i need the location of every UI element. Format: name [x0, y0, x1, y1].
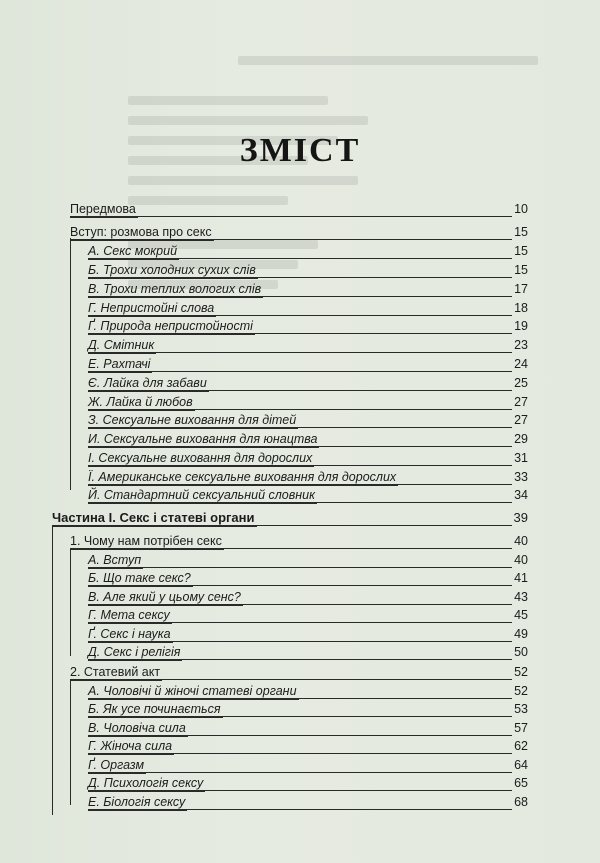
toc-entry-title: Д. Смітник: [88, 338, 155, 352]
toc-chapter[interactable]: [0, 533, 600, 551]
toc-leader-line: [88, 659, 512, 660]
toc-leader-line: [88, 604, 512, 605]
toc-subentry[interactable]: [0, 450, 600, 468]
toc-page-number: 15: [514, 263, 528, 277]
toc-leader-line: [70, 548, 512, 549]
toc-entry-title: Г. Непристойні слова: [88, 301, 215, 315]
toc-subentry[interactable]: [0, 394, 600, 412]
toc-entry-title: А. Секс мокрий: [88, 244, 178, 258]
toc-subentry[interactable]: [0, 469, 600, 487]
toc-entry-title: И. Сексуальне виховання для юнацтва: [88, 432, 318, 446]
toc-entry-title: Вступ: розмова про секс: [70, 225, 212, 239]
toc-page-number: 27: [514, 395, 528, 409]
toc-entry-title: Е. Біологія сексу: [88, 795, 186, 809]
toc-page-number: 15: [514, 244, 528, 258]
toc-page-number: 68: [514, 795, 528, 809]
toc-subentry[interactable]: [0, 757, 600, 775]
toc-entry-title: Г. Жіноча сила: [88, 739, 173, 753]
toc-entry-title: 2. Статевий акт: [70, 665, 161, 679]
toc-entry-title: Д. Секс і релігія: [88, 645, 181, 659]
toc-subentry[interactable]: [0, 337, 600, 355]
toc-page-number: 29: [514, 432, 528, 446]
toc-subentry[interactable]: [0, 412, 600, 430]
toc-page-number: 23: [514, 338, 528, 352]
toc-leader-line: [88, 585, 512, 586]
toc-entry-title: Б. Як усе починається: [88, 702, 221, 716]
toc-subentry[interactable]: [0, 738, 600, 756]
toc-entry-title: Ж. Лайка й любов: [88, 395, 193, 409]
toc-leader-line: [88, 753, 512, 754]
toc-subentry[interactable]: [0, 262, 600, 280]
toc-leader-line: [88, 465, 512, 466]
toc-leader-line: [88, 809, 512, 810]
toc-subentry[interactable]: [0, 607, 600, 625]
toc-entry-title: З. Сексуальне виховання для дітей: [88, 413, 297, 427]
toc-entry-title: Ґ. Природа непристойності: [88, 319, 253, 333]
toc-page-number: 52: [514, 665, 528, 679]
toc-entry-title: Ґ. Секс і наука: [88, 627, 171, 641]
toc-subentry[interactable]: [0, 552, 600, 570]
toc-subentry[interactable]: [0, 375, 600, 393]
toc-entry-title: 1. Чому нам потрібен секс: [70, 534, 222, 548]
toc-subentry[interactable]: [0, 644, 600, 662]
toc-page-number: 45: [514, 608, 528, 622]
toc-page-number: 18: [514, 301, 528, 315]
toc-leader-line: [88, 735, 512, 736]
toc-leader-line: [88, 641, 512, 642]
toc-leader-line: [88, 427, 512, 428]
toc-leader-line: [88, 716, 512, 717]
toc-page-number: 25: [514, 376, 528, 390]
toc-subentry[interactable]: [0, 626, 600, 644]
toc-page-number: 10: [514, 202, 528, 216]
toc-leader-line: [88, 502, 512, 503]
toc-subentry[interactable]: [0, 431, 600, 449]
toc-leader-line: [88, 258, 512, 259]
toc-subentry[interactable]: [0, 683, 600, 701]
toc-entry-title: І. Сексуальне виховання для дорослих: [88, 451, 313, 465]
toc-page-number: 27: [514, 413, 528, 427]
toc-entry-title: А. Чоловічі й жіночі статеві органи: [88, 684, 297, 698]
toc-page-number: 41: [514, 571, 528, 585]
toc-leader-line: [88, 409, 512, 410]
toc-leader-line: [88, 315, 512, 316]
page-title: ЗМІСТ: [239, 132, 361, 169]
toc-leader-line: [70, 216, 512, 217]
toc-entry-title: Е. Рахтачі: [88, 357, 151, 371]
toc-leader-line: [88, 333, 512, 334]
toc-page-number: 50: [514, 645, 528, 659]
toc-leader-line: [88, 390, 512, 391]
toc-leader-line: [88, 790, 512, 791]
toc-leader-line: [88, 296, 512, 297]
toc-page-number: 39: [513, 510, 528, 525]
toc-page-number: 64: [514, 758, 528, 772]
toc-chapter[interactable]: [0, 664, 600, 682]
toc-leader-line: [88, 622, 512, 623]
toc-entry-title: Д. Психологія сексу: [88, 776, 204, 790]
toc-entry-title: Г. Мета сексу: [88, 608, 170, 622]
toc-part-heading[interactable]: [0, 510, 600, 528]
toc-page-number: 34: [514, 488, 528, 502]
toc-page-number: 40: [514, 553, 528, 567]
toc-page-number: 15: [514, 225, 528, 239]
toc-subentry[interactable]: [0, 794, 600, 812]
toc-page-number: 62: [514, 739, 528, 753]
toc-subentry[interactable]: [0, 487, 600, 505]
toc-page-number: 53: [514, 702, 528, 716]
toc-page-number: 49: [514, 627, 528, 641]
toc-leader-line: [52, 525, 512, 526]
toc-subentry[interactable]: [0, 300, 600, 318]
toc-entry-title: Ґ. Оргазм: [88, 758, 145, 772]
toc-leader-line: [88, 484, 512, 485]
toc-subentry[interactable]: [0, 570, 600, 588]
toc-subentry[interactable]: [0, 243, 600, 261]
toc-entry-title: Передмова: [70, 202, 136, 216]
toc-entry-title: Б. Що таке секс?: [88, 571, 191, 585]
toc-page-number: 31: [514, 451, 528, 465]
toc-entry-title: Б. Трохи холодних сухих слів: [88, 263, 256, 277]
toc-subentry[interactable]: [0, 318, 600, 336]
toc-entry-title: Частина І. Секс і статеві органи: [52, 510, 255, 525]
toc-entry-title: В. Але який у цьому сенс?: [88, 590, 241, 604]
toc-page-number: 43: [514, 590, 528, 604]
toc-page-number: 65: [514, 776, 528, 790]
toc-subentry[interactable]: [0, 589, 600, 607]
toc-entry-foreword[interactable]: [0, 201, 600, 219]
toc-entry-title: В. Трохи теплих вологих слів: [88, 282, 262, 296]
toc-leader-line: [70, 679, 512, 680]
toc-page-number: 40: [514, 534, 528, 548]
toc-leader-line: [70, 239, 512, 240]
toc-entry-title: Ї. Американське сексуальне виховання для дорослих: [88, 470, 397, 484]
toc-subentry[interactable]: [0, 775, 600, 793]
toc-leader-line: [88, 371, 512, 372]
toc-leader-line: [88, 698, 512, 699]
toc-entry-title: В. Чоловіча сила: [88, 721, 186, 735]
toc-leader-line: [88, 277, 512, 278]
toc-page-number: 52: [514, 684, 528, 698]
toc-page-number: 17: [514, 282, 528, 296]
toc-entry-title: Є. Лайка для забави: [88, 376, 207, 390]
toc-subentry[interactable]: [0, 720, 600, 738]
toc-subentry[interactable]: [0, 356, 600, 374]
toc-page-number: 19: [514, 319, 528, 333]
toc-leader-line: [88, 352, 512, 353]
toc-leader-line: [88, 567, 512, 568]
toc-page-number: 57: [514, 721, 528, 735]
toc-page-number: 24: [514, 357, 528, 371]
toc-entry-title: Й. Стандартний сексуальний словник: [88, 488, 316, 502]
toc-entry-introduction[interactable]: [0, 224, 600, 242]
toc-page-number: 33: [514, 470, 528, 484]
toc-leader-line: [88, 446, 512, 447]
toc-entry-title: А. Вступ: [88, 553, 142, 567]
toc-leader-line: [88, 772, 512, 773]
toc-subentry[interactable]: [0, 281, 600, 299]
toc-subentry[interactable]: [0, 701, 600, 719]
